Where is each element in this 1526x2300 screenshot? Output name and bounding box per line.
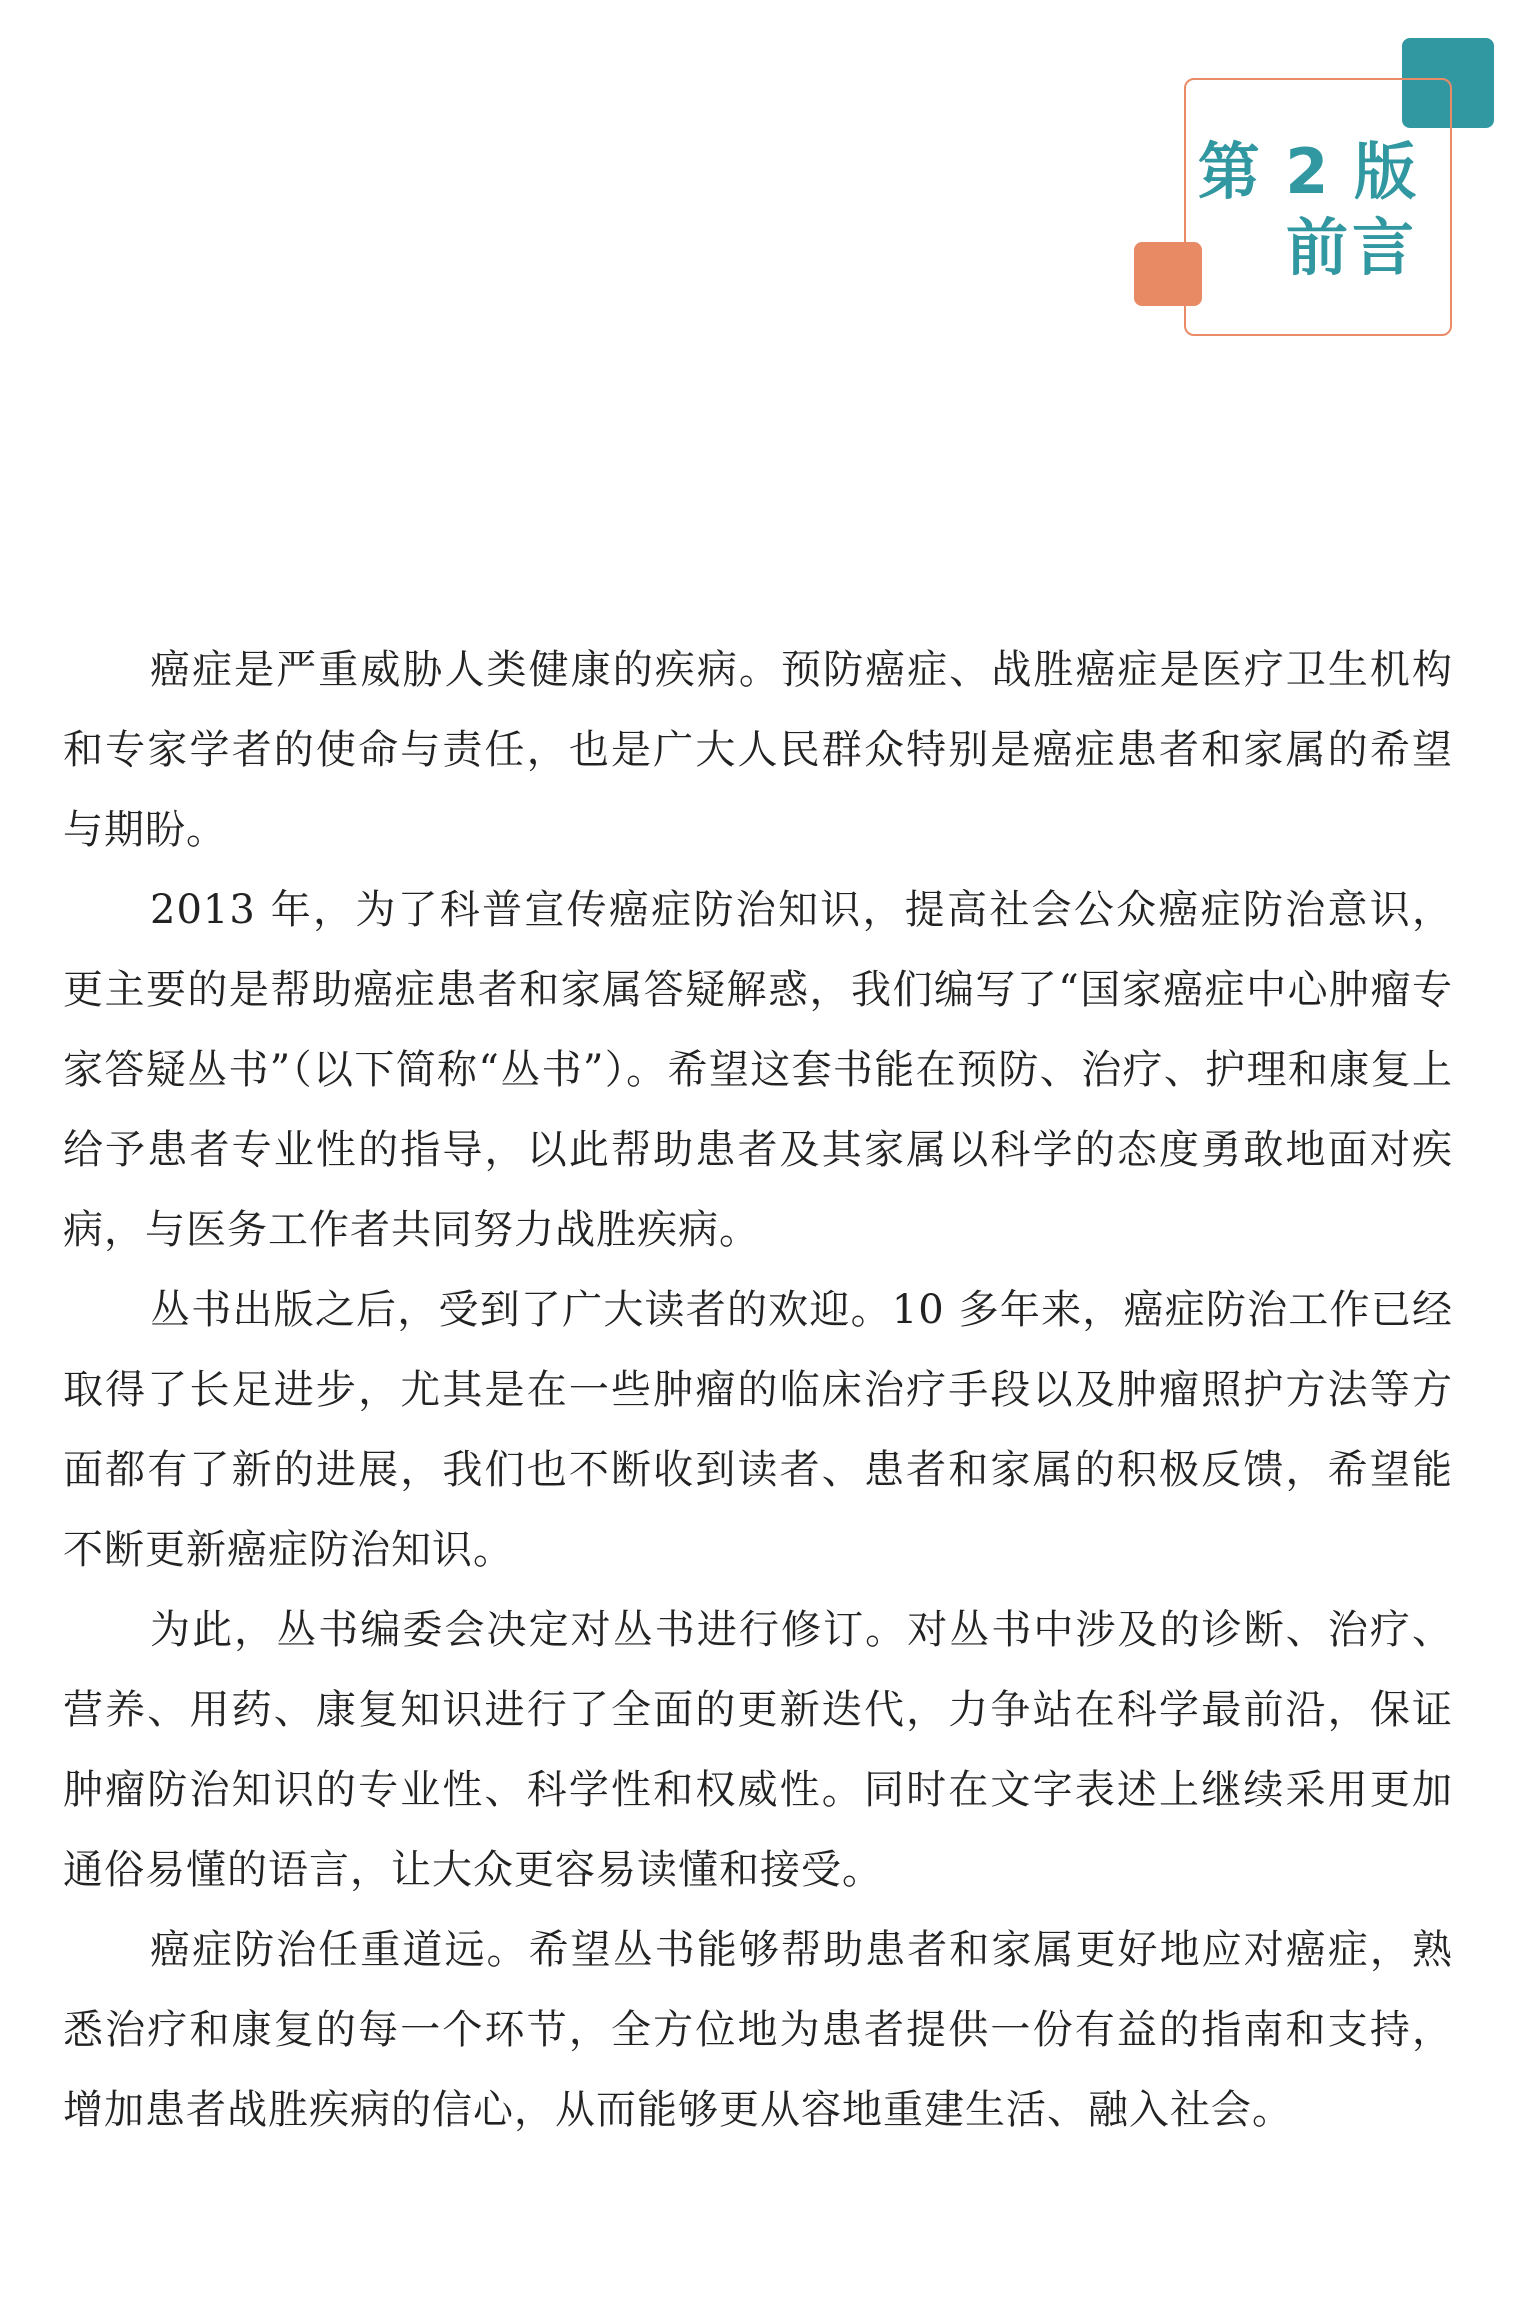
orange-square-decoration (1134, 242, 1202, 306)
preface-body (63, 630, 1453, 2150)
paragraph-1: 癌症是严重威胁人类健康的疾病。预防癌症、战胜癌症是医疗卫生机构和专家学者的使命与责任，也是广大人民群众特别是癌症患者和家属的希望与期盼。 (63, 647, 1453, 853)
page-title (1198, 134, 1418, 285)
preface-label: 前言 (1285, 210, 1418, 284)
edition-label: 第 2 版 (1197, 135, 1418, 208)
paragraph-4: 为此，丛书编委会决定对丛书进行修订。对丛书中涉及的诊断、治疗、营养、用药、康复知识进行了全面的更新迭代，力争站在科学最前沿，保证肿瘤防治知识的专业性、科学性和权威性。同时在文字表述上继续采用更加通俗易懂的语言，让大众更容易读懂和接受。 (63, 1607, 1453, 1893)
paragraph-3: 丛书出版之后，受到了广大读者的欢迎。10 多年来，癌症防治工作已经取得了长足进步，尤其是在一些肿瘤的临床治疗手段以及肿瘤照护方法等方面都有了新的进展，我们也不断收到读者、患者和家属的积极反馈，希望能不断更新癌症防治知识。 (63, 1287, 1453, 1573)
paragraph-5: 癌症防治任重道远。希望丛书能够帮助患者和家属更好地应对癌症，熟悉治疗和康复的每一个环节，全方位地为患者提供一份有益的指南和支持，增加患者战胜疾病的信心，从而能够更从容地重建生活、融入社会。 (63, 1927, 1453, 2133)
paragraph-2: 2013 年，为了科普宣传癌症防治知识，提高社会公众癌症防治意识，更主要的是帮助癌症患者和家属答疑解惑，我们编写了“国家癌症中心肿瘤专家答疑丛书”（以下简称“丛书”）。希望这套书能在预防、治疗、护理和康复上给予患者专业性的指导，以此帮助患者及其家属以科学的态度勇敢地面对疾病，与医务工作者共同努力战胜疾病。 (63, 887, 1453, 1253)
chapter-badge (1184, 78, 1456, 340)
